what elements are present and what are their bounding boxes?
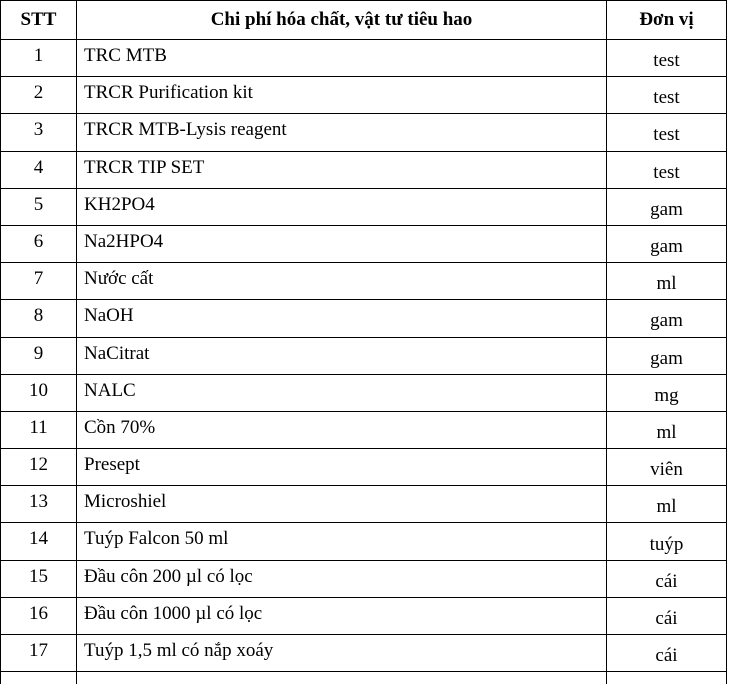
table-row [1, 486, 727, 523]
table-row [1, 635, 727, 672]
row-name-cell: Presept [77, 449, 607, 486]
table-row [1, 188, 727, 225]
row-name-cell: Microshiel [77, 486, 607, 523]
row-stt-cell: 3 [1, 114, 77, 151]
row-name-cell: TRCR TIP SET [77, 151, 607, 188]
row-name-cell: Đầu côn 1000 µl có lọc [77, 597, 607, 634]
header-stt: STT [1, 1, 77, 40]
row-unit-cell: test [607, 40, 727, 77]
row-unit-cell: ml [607, 411, 727, 448]
row-stt-cell: 10 [1, 374, 77, 411]
row-unit-cell: gam [607, 225, 727, 262]
row-unit-cell: test [607, 151, 727, 188]
row-unit-cell: ml [607, 486, 727, 523]
table-row [1, 337, 727, 374]
header-name: Chi phí hóa chất, vật tư tiêu hao [77, 1, 607, 40]
row-unit-cell: cái [607, 635, 727, 672]
row-name-cell: NaCitrat [77, 337, 607, 374]
table-row [1, 597, 727, 634]
row-stt-cell: 12 [1, 449, 77, 486]
row-unit-cell: test [607, 77, 727, 114]
row-stt-cell: 11 [1, 411, 77, 448]
table-row [1, 40, 727, 77]
row-unit-cell: gam [607, 188, 727, 225]
row-stt-cell: 8 [1, 300, 77, 337]
table-row [1, 449, 727, 486]
row-name-cell: Tuýp Falcon 50 ml [77, 523, 607, 560]
row-unit-cell: gam [607, 300, 727, 337]
row-stt-cell: 1 [1, 40, 77, 77]
header-unit: Đơn vị [607, 1, 727, 40]
row-name-cell: NaOH [77, 300, 607, 337]
row-unit-cell: viên [607, 449, 727, 486]
table-row [1, 300, 727, 337]
row-name-cell: TRCR Purification kit [77, 77, 607, 114]
table-body [1, 40, 727, 684]
empty-cell [77, 672, 607, 684]
row-name-cell: Cồn 70% [77, 411, 607, 448]
row-stt-cell: 4 [1, 151, 77, 188]
row-name-cell: KH2PO4 [77, 188, 607, 225]
row-stt-cell: 9 [1, 337, 77, 374]
row-name-cell: Na2HPO4 [77, 225, 607, 262]
table-row [1, 77, 727, 114]
table-row-cutoff [1, 672, 727, 684]
row-name-cell: TRCR MTB-Lysis reagent [77, 114, 607, 151]
row-stt-cell: 13 [1, 486, 77, 523]
empty-cell [1, 672, 77, 684]
row-stt-cell: 15 [1, 560, 77, 597]
row-name-cell: Đầu côn 200 µl có lọc [77, 560, 607, 597]
row-stt-cell: 17 [1, 635, 77, 672]
row-stt-cell: 14 [1, 523, 77, 560]
row-name-cell: NALC [77, 374, 607, 411]
row-unit-cell: cái [607, 597, 727, 634]
table-row [1, 114, 727, 151]
table-row [1, 411, 727, 448]
table-row [1, 560, 727, 597]
table-row [1, 523, 727, 560]
row-stt-cell: 6 [1, 225, 77, 262]
row-unit-cell: gam [607, 337, 727, 374]
row-unit-cell: cái [607, 560, 727, 597]
row-stt-cell: 2 [1, 77, 77, 114]
row-stt-cell: 7 [1, 263, 77, 300]
row-name-cell: TRC MTB [77, 40, 607, 77]
table-row [1, 263, 727, 300]
table-row [1, 374, 727, 411]
row-unit-cell: mg [607, 374, 727, 411]
empty-cell [607, 672, 727, 684]
row-name-cell: Tuýp 1,5 ml có nắp xoáy [77, 635, 607, 672]
row-stt-cell: 5 [1, 188, 77, 225]
row-name-cell: Nước cất [77, 263, 607, 300]
row-unit-cell: tuýp [607, 523, 727, 560]
table-row [1, 151, 727, 188]
row-stt-cell: 16 [1, 597, 77, 634]
row-unit-cell: ml [607, 263, 727, 300]
header-row [1, 1, 727, 40]
row-unit-cell: test [607, 114, 727, 151]
table-row [1, 225, 727, 262]
